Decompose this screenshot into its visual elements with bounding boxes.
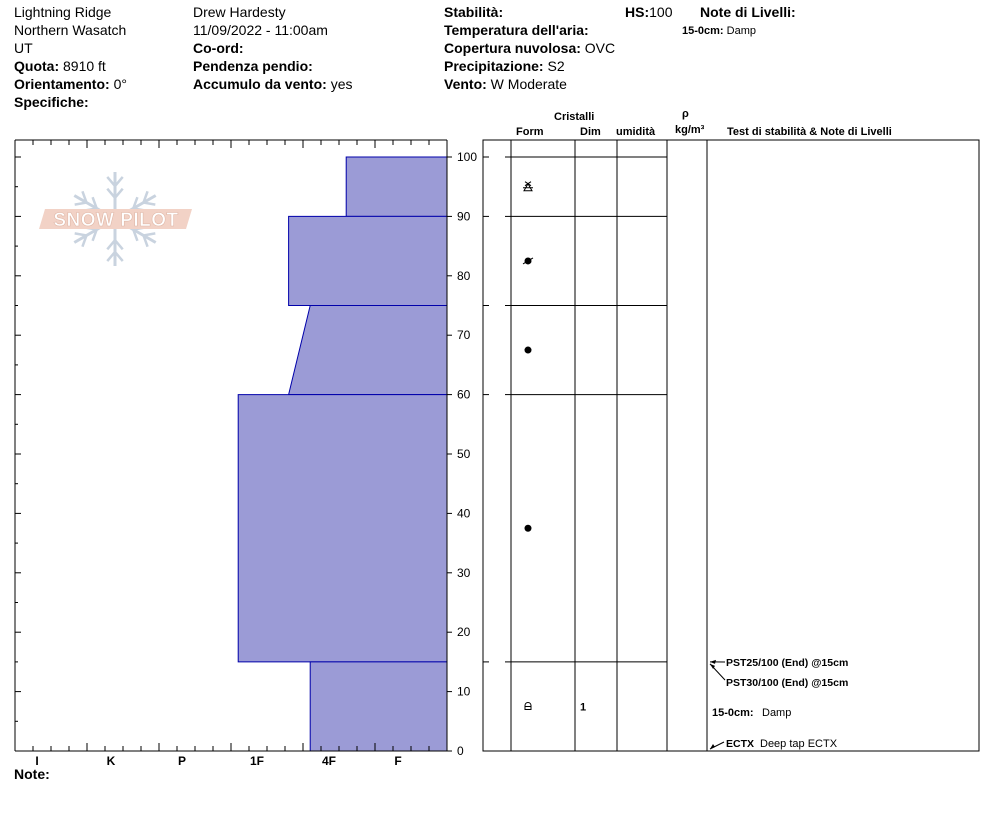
logo-text: SNOW PILOT (53, 210, 179, 231)
y-tick-label: 10 (457, 684, 471, 699)
location-name: Lightning Ridge (14, 4, 112, 20)
precip-value: S2 (547, 58, 565, 74)
stability-test-2: ECTX (726, 738, 755, 750)
hardness-label: F (394, 754, 402, 768)
y-tick-label: 30 (457, 565, 471, 580)
orient-label: Orientamento: (14, 76, 110, 92)
coord-label: Co-ord: (193, 40, 244, 56)
density-unit-header: kg/m³ (675, 124, 705, 136)
rho-header: ρ (682, 108, 689, 120)
note-label: Note: (14, 766, 50, 782)
pendenza-label: Pendenza pendio: (193, 58, 313, 74)
hardness-layer-2 (289, 306, 447, 395)
snowflake-branch (143, 203, 155, 205)
form-header: Form (516, 126, 544, 138)
y-tick-label: 20 (457, 625, 471, 640)
grain-symbol-2 (525, 347, 532, 354)
umidita-header: umidità (616, 126, 656, 138)
snowpilot-logo (39, 172, 192, 266)
stability-test-1: PST30/100 (End) @15cm (726, 677, 849, 689)
y-tick-label: 50 (457, 447, 471, 461)
range-name: Northern Wasatch (14, 22, 127, 38)
copertura-value: OVC (584, 40, 616, 56)
quota-label: Quota: (14, 58, 60, 74)
grain-symbols (523, 182, 586, 714)
hardness-label: 4F (321, 754, 337, 768)
y-tick-label: 40 (457, 506, 471, 521)
observation-datetime: 11/09/2022 - 11:00am (193, 22, 328, 38)
copertura-label: Copertura nuvolosa: (444, 40, 581, 56)
accumulo-value: yes (330, 76, 353, 92)
snowflake-branch (75, 203, 87, 205)
grain-symbol-3 (525, 525, 532, 532)
hardness-profile (238, 157, 447, 751)
hardness-label: K (106, 754, 116, 768)
y-tick-label: 60 (457, 387, 471, 402)
vento-label: Vento: (444, 76, 487, 92)
specifiche-label: Specifiche: (14, 94, 89, 110)
stability-notes (710, 657, 848, 750)
hardness-layer-4 (310, 662, 447, 751)
grain-symbol-0 (523, 182, 533, 191)
y-tick-label: 0 (457, 744, 464, 758)
y-tick-label: 100 (457, 150, 478, 164)
hardness-layer-3 (238, 395, 447, 662)
grain-size-4: 1 (580, 701, 587, 714)
pst-arrowhead (710, 660, 716, 664)
snowflake-branch (143, 233, 155, 235)
layer-note-text: Damp (762, 707, 792, 719)
stabilita-label: Stabilità: (444, 4, 504, 20)
grain-symbol-4 (525, 702, 531, 709)
stability-test-0: PST25/100 (End) @15cm (726, 657, 849, 669)
hardness-layer-1 (289, 216, 447, 305)
stability-header: Test di stabilità & Note di Livelli (727, 126, 892, 138)
precip-label: Precipitazione: (444, 58, 544, 74)
note-livelli-label: Note di Livelli: (700, 4, 796, 20)
layer-note-depth: 15-0cm: (712, 707, 754, 719)
hardness-label: I (35, 754, 39, 768)
hardness-label: 1F (249, 754, 265, 768)
hardness-layer-0 (346, 157, 447, 216)
accumulo-label: Accumulo da vento: (193, 76, 327, 92)
hs-label: HS: (625, 4, 650, 20)
hs-value: 100 (649, 4, 673, 20)
snowflake-branch (75, 233, 87, 235)
y-tick-label: 70 (457, 328, 471, 343)
quota-value: 8910 ft (63, 58, 106, 74)
temp-label: Temperatura dell'aria: (444, 22, 589, 38)
orient-value: 0° (113, 76, 127, 92)
y-tick-label: 80 (457, 268, 471, 283)
observer-name: Drew Hardesty (193, 4, 286, 20)
cristalli-header: Cristalli (554, 111, 595, 123)
hardness-label: P (177, 754, 187, 768)
dim-header: Dim (580, 126, 601, 138)
state-name: UT (14, 40, 33, 56)
stability-test-2-desc: Deep tap ECTX (760, 738, 838, 750)
vento-value: W Moderate (490, 76, 567, 92)
note-livelli-depth: 15-0cm: (682, 25, 724, 37)
y-tick-label: 90 (457, 209, 471, 224)
note-livelli-text: Damp (726, 25, 756, 37)
